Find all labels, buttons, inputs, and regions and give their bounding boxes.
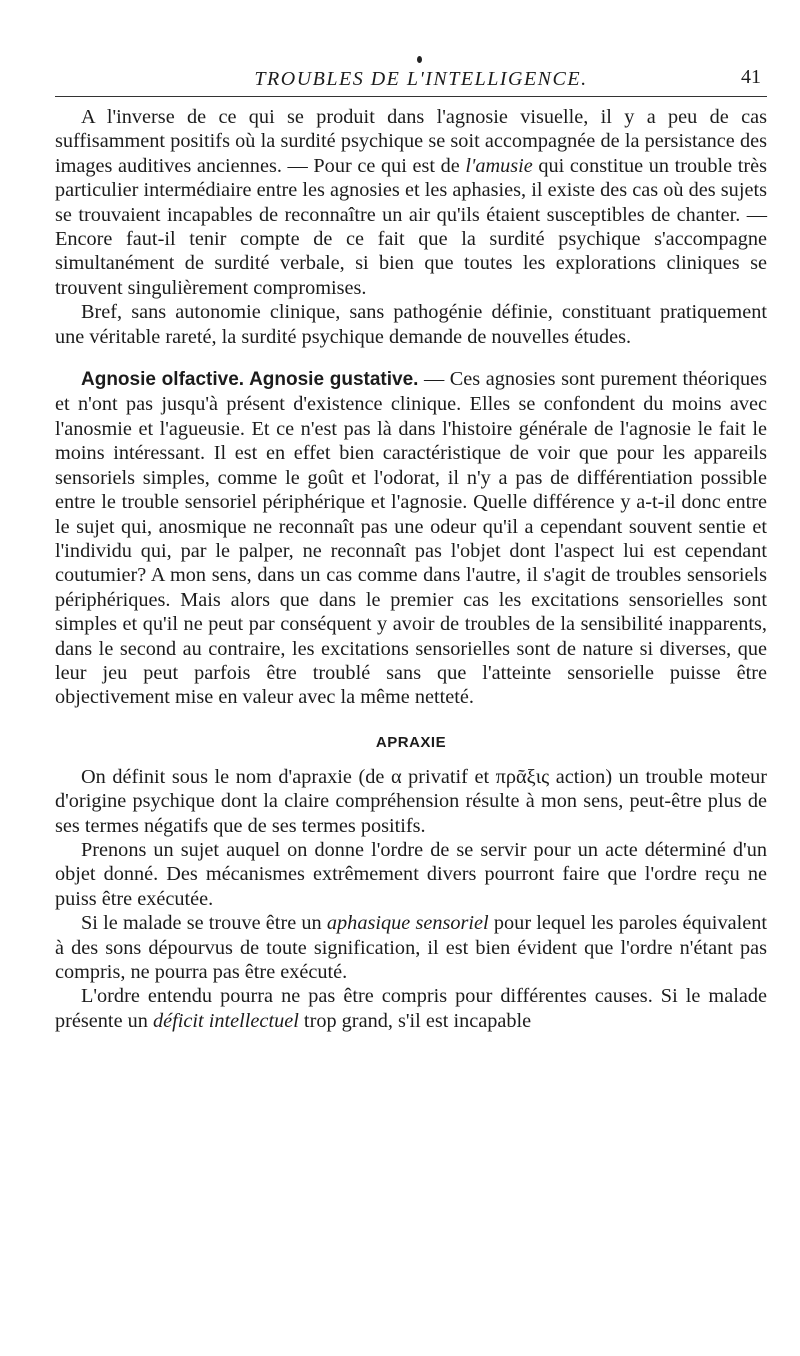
chapter-title: APRAXIE — [375, 733, 447, 751]
text-run: A l'inverse de ce qui se produit dans l'agnosie visuelle, il y a peu de cas suffisamment positifs où la surdité psychique se soit accompagnée de la persistance des images auditives anciennes. — Pour ce qui est de — [55, 106, 767, 177]
section-title: Agnosie olfactive. Agnosie gustative. — [81, 369, 419, 391]
page-number: 41 — [741, 66, 761, 88]
paragraph-bref: Bref, sans autonomie clinique, sans pathogénie définie, constituant pratiquement une véritable rareté, la surdité psychique demande de nouvelles études. — [55, 301, 767, 348]
text-run: L'ordre entendu pourra ne pas être compris pour différentes causes. Si le malade présente un — [55, 985, 767, 1032]
italic-term-amusie: l'amusie — [465, 154, 533, 177]
page-header — [55, 62, 767, 97]
paragraph-definition-apraxie: On définit sous le nom d'apraxie (de α privatif et πρᾶξις action) un trouble moteur d'origine psychique dont la claire compréhension résulte à mon sens, peut-être plus de ses termes négatifs que de ses termes positifs. — [55, 765, 767, 837]
italic-term-aphasique: aphasique sensoriel — [326, 912, 489, 935]
text-run: — Ces agnosies sont purement théoriques et n'ont pas jusqu'à présent d'existence clinique. Elles se confondent du moins avec l'anosmie et l'agueusie. Et ce n'est pas là dans l'histoire générale de l'agnosie le fait le moins intéressant. Il est en effet bien caractéristique de voir que pour les appareils sensoriels simples, comme le goût et l'odorat, il n'y a pas de différentiation possible entre le trouble sensoriel périphérique et l'agnosie. Quelle différence y a-t-il donc entre le sujet qui, anosmique ne reconnaît pas une odeur qu'il a cependant souvent sentie et l'individu qui, par le palper, ne reconnaît pas l'objet dont l'aspect lui est cependant coutumier? A mon sens, dans un cas comme dans l'autre, il s'agit de troubles sensoriels périphériques. Mais alors que dans le premier cas les excitations sensorielles sont simples et qu'il ne peut par conséquent y avoir de troubles de la sensibilité inapparents, dans le second au contraire, les excitations sensorielles sont de nature si diverses, que leur jeu peut parfois être troublé sans que l'atteinte sensorielle puisse être objectivement mise en valeur avec la même netteté. — [55, 368, 768, 709]
text-run: trop grand, s'il est incapable — [298, 1009, 532, 1032]
ink-dot — [417, 56, 422, 63]
text-run: Si le malade se trouve être un — [81, 912, 327, 935]
paragraph-prenons: Prenons un sujet auquel on donne l'ordre de se servir pour un acte déterminé d'un objet donné. Des mécanismes extrêmement divers pourront faire que l'ordre reçu ne puiss être exécutée. — [55, 838, 767, 910]
book-page — [55, 62, 767, 1033]
italic-term-deficit: déficit intellectuel — [153, 1009, 299, 1032]
paragraph-ordre-entendu — [55, 984, 767, 1033]
running-title: TROUBLES DE L'INTELLIGENCE. — [254, 68, 588, 90]
paragraph-aphasique — [55, 911, 767, 984]
text-run: pour lequel les paroles équivalent à des sons dépourvus de toute signification, il est bien évident que l'ordre n'étant pas compris, ne pourra pas être exécuté. — [55, 912, 767, 983]
paragraph-agnosie-olfactive — [55, 367, 767, 710]
text-run: qui constitue un trouble très particulier intermédiaire entre les agnosies et les aphasies, il existe des cas où des sujets se trouvaient incapables de reconnaître un air qu'ils étaient susceptibles de chanter. — Encore faut-il tenir compte de ce fait que la surdité psychique s'accompagne simultanément de surdité verbale, si bien que toutes les explorations cliniques se trouvent singulièrement compromises. — [55, 154, 767, 299]
paragraph-surdite-psychique — [55, 105, 767, 300]
